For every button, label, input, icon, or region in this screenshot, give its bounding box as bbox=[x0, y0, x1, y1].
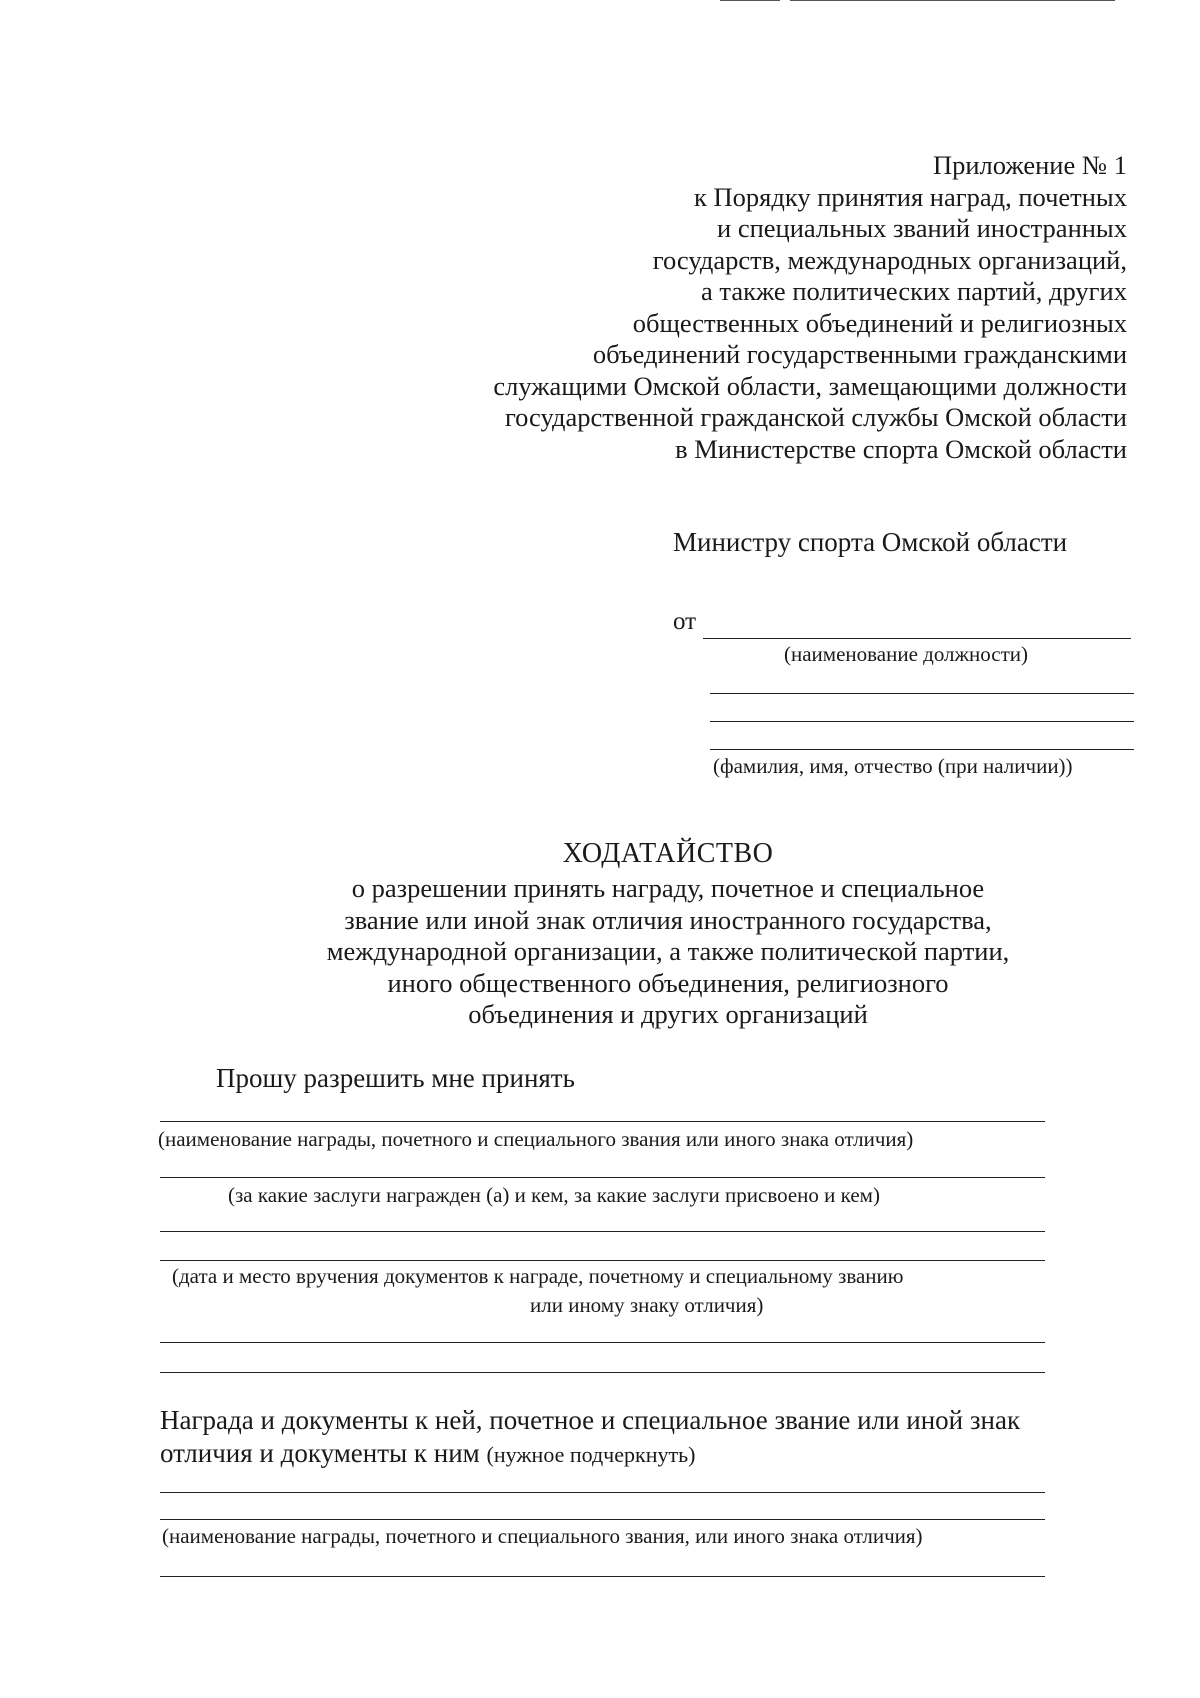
award-docs-line-blank[interactable] bbox=[160, 1492, 1045, 1493]
award-docs-line: Награда и документы к ней, почетное и специальное звание или иной знак bbox=[160, 1405, 1021, 1435]
date-place-hint: или иному знаку отличия) bbox=[530, 1293, 764, 1317]
date-place-hint: (дата и место вручения документов к награде, почетному и специальному званию bbox=[172, 1264, 904, 1288]
date-place-line[interactable] bbox=[160, 1372, 1045, 1373]
addressee-to: Министру спорта Омской области bbox=[673, 527, 1068, 557]
appendix-line: в Министерстве спорта Омской области bbox=[675, 433, 1127, 464]
award-docs-text bbox=[160, 1404, 1020, 1471]
subtitle-line: звание или иной знак отличия иностранного государства, bbox=[344, 904, 992, 935]
appendix-line: Приложение № 1 bbox=[932, 150, 1127, 180]
name-line[interactable] bbox=[710, 693, 1134, 694]
date-place-line[interactable] bbox=[160, 1342, 1045, 1343]
request-text: Прошу разрешить мне принять bbox=[216, 1063, 575, 1093]
appendix-line: и специальных званий иностранных bbox=[717, 213, 1127, 243]
appendix-line: государственной гражданской службы Омской области bbox=[504, 402, 1127, 432]
scan-mark bbox=[720, 0, 780, 1]
name-hint: (фамилия, имя, отчество (при наличии)) bbox=[713, 754, 1073, 778]
petition-subtitle bbox=[190, 873, 1146, 1031]
date-place-line[interactable] bbox=[160, 1260, 1045, 1261]
merits-hint: (за какие заслуги награжден (а) и кем, за какие заслуги присвоено и кем) bbox=[228, 1183, 880, 1207]
award-name-hint: (наименование награды, почетного и специального звания или иного знака отличия) bbox=[158, 1127, 914, 1151]
award-docs-name-hint: (наименование награды, почетного и специального звания, или иного знака отличия) bbox=[162, 1524, 923, 1548]
from-label: от bbox=[673, 608, 697, 635]
petition-title: ХОДАТАЙСТВО bbox=[562, 838, 774, 869]
name-line[interactable] bbox=[710, 749, 1134, 750]
award-name-line[interactable] bbox=[160, 1121, 1045, 1122]
appendix-line: общественных объединений и религиозных bbox=[632, 307, 1127, 338]
merits-line[interactable] bbox=[160, 1231, 1045, 1232]
award-docs-line-blank[interactable] bbox=[160, 1576, 1045, 1577]
position-hint: (наименование должности) bbox=[784, 642, 1029, 666]
appendix-line: к Порядку принятия наград, почетных bbox=[694, 181, 1127, 212]
appendix-line: служащими Омской области, замещающими должности bbox=[493, 370, 1127, 401]
subtitle-line: о разрешении принять награду, почетное и специальное bbox=[351, 873, 985, 903]
award-docs-note: (нужное подчеркнуть) bbox=[486, 1442, 696, 1467]
award-docs-main: отличия и документы к ним bbox=[160, 1438, 487, 1468]
position-line[interactable] bbox=[703, 638, 1131, 639]
name-line[interactable] bbox=[710, 721, 1134, 722]
subtitle-line: объединения и других организаций bbox=[468, 999, 868, 1029]
appendix-line: объединений государственными гражданскими bbox=[592, 339, 1127, 369]
subtitle-line: иного общественного объединения, религиозного bbox=[387, 967, 949, 998]
award-docs-line-blank[interactable] bbox=[160, 1519, 1045, 1520]
appendix-line: государств, международных организаций, bbox=[652, 244, 1127, 275]
merits-line[interactable] bbox=[160, 1177, 1045, 1178]
appendix-header bbox=[493, 150, 1127, 465]
award-docs-line bbox=[160, 1437, 1020, 1471]
subtitle-line: международной организации, а также политической партии, bbox=[326, 936, 1010, 966]
appendix-line: а также политических партий, других bbox=[701, 276, 1127, 306]
scan-mark bbox=[790, 0, 1115, 1]
